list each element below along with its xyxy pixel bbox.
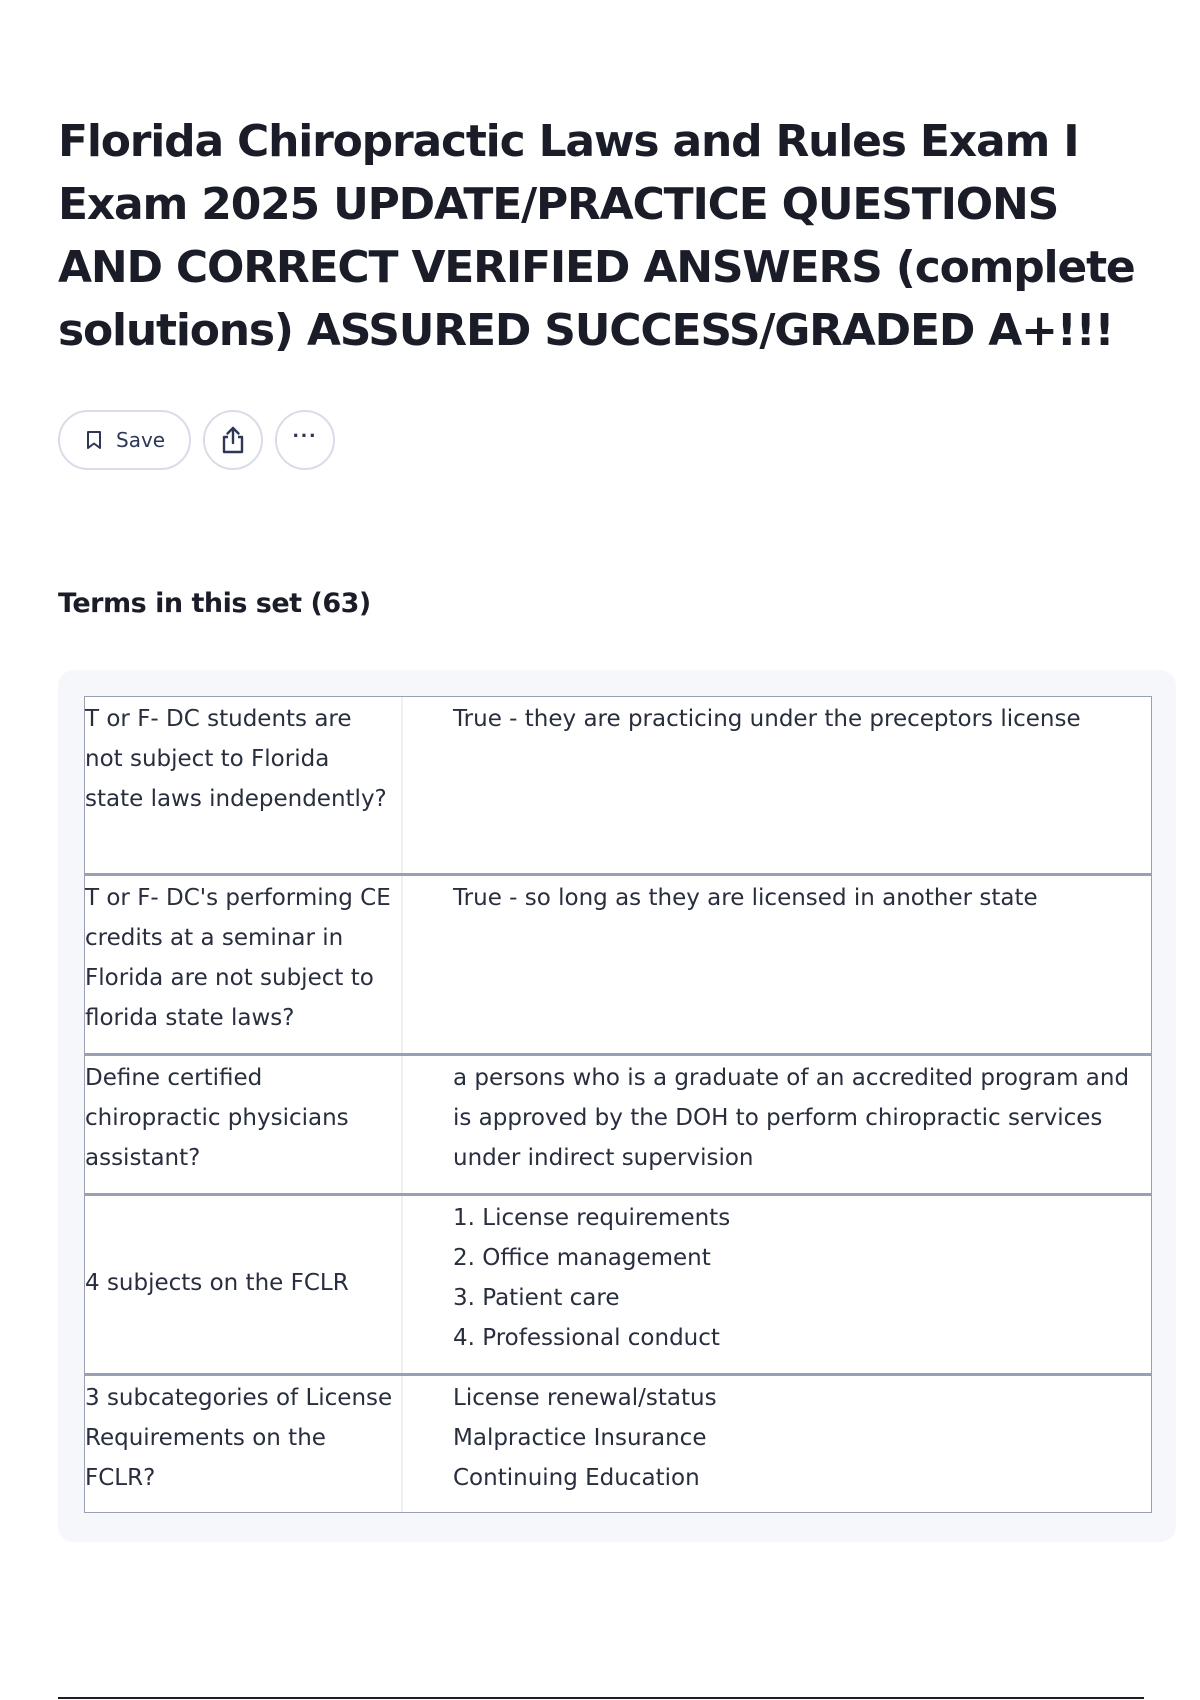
term-cell: T or F- DC students are not subject to Florida state laws independently?: [85, 697, 403, 873]
term-row: [85, 697, 1151, 876]
term-cell: Define certified chiropractic physicians assistant?: [85, 1056, 403, 1193]
definition-line: 2. Office management: [453, 1245, 711, 1271]
action-bar: [58, 410, 335, 472]
terms-table: [84, 696, 1152, 1513]
term-cell: 4 subjects on the FCLR: [85, 1196, 403, 1373]
definition-line: 3. Patient care: [453, 1285, 620, 1311]
definition-cell: [403, 697, 1151, 873]
term-cell: T or F- DC's performing CE credits at a seminar in Florida are not subject to florida state laws?: [85, 876, 403, 1053]
bookmark-icon: [86, 430, 102, 450]
save-button-label: Save: [116, 428, 166, 452]
definition-line: Malpractice Insurance: [453, 1425, 707, 1451]
page-title: Florida Chiropractic Laws and Rules Exam I Exam 2025 UPDATE/PRACTICE QUESTIONS AND CORRECT VERIFIED ANSWERS (complete solutions) ASSURED SUCCESS/GRADED A+!!!: [58, 116, 1135, 356]
definition-line: True - so long as they are licensed in another state: [453, 885, 1038, 911]
term-row: [85, 1196, 1151, 1376]
share-button[interactable]: [203, 410, 263, 470]
definition-cell: [403, 1056, 1151, 1193]
term-row: [85, 876, 1151, 1056]
more-options-button[interactable]: [275, 410, 335, 470]
definition-cell: [403, 1376, 1151, 1512]
definition-cell: [403, 876, 1151, 1053]
save-button[interactable]: [58, 410, 191, 470]
term-cell: 3 subcategories of License Requirements on the FCLR?: [85, 1376, 403, 1512]
term-row: [85, 1056, 1151, 1196]
definition-line: 1. License requirements: [453, 1205, 731, 1231]
definition-line: a persons who is a graduate of an accredited program and is approved by the DOH to perform chiropractic services under indirect supervision: [453, 1065, 1130, 1171]
more-options-icon: ···: [292, 423, 318, 448]
definition-line: True - they are practicing under the preceptors license: [453, 706, 1081, 732]
term-row: [85, 1376, 1151, 1512]
share-icon: [219, 425, 247, 455]
definition-cell: [403, 1196, 1151, 1373]
terms-heading: Terms in this set (63): [58, 588, 371, 619]
definition-line: 4. Professional conduct: [453, 1325, 720, 1351]
divider: [58, 1697, 1144, 1699]
definition-line: License renewal/status: [453, 1385, 717, 1411]
definition-line: Continuing Education: [453, 1465, 700, 1491]
terms-panel: [58, 670, 1176, 1542]
